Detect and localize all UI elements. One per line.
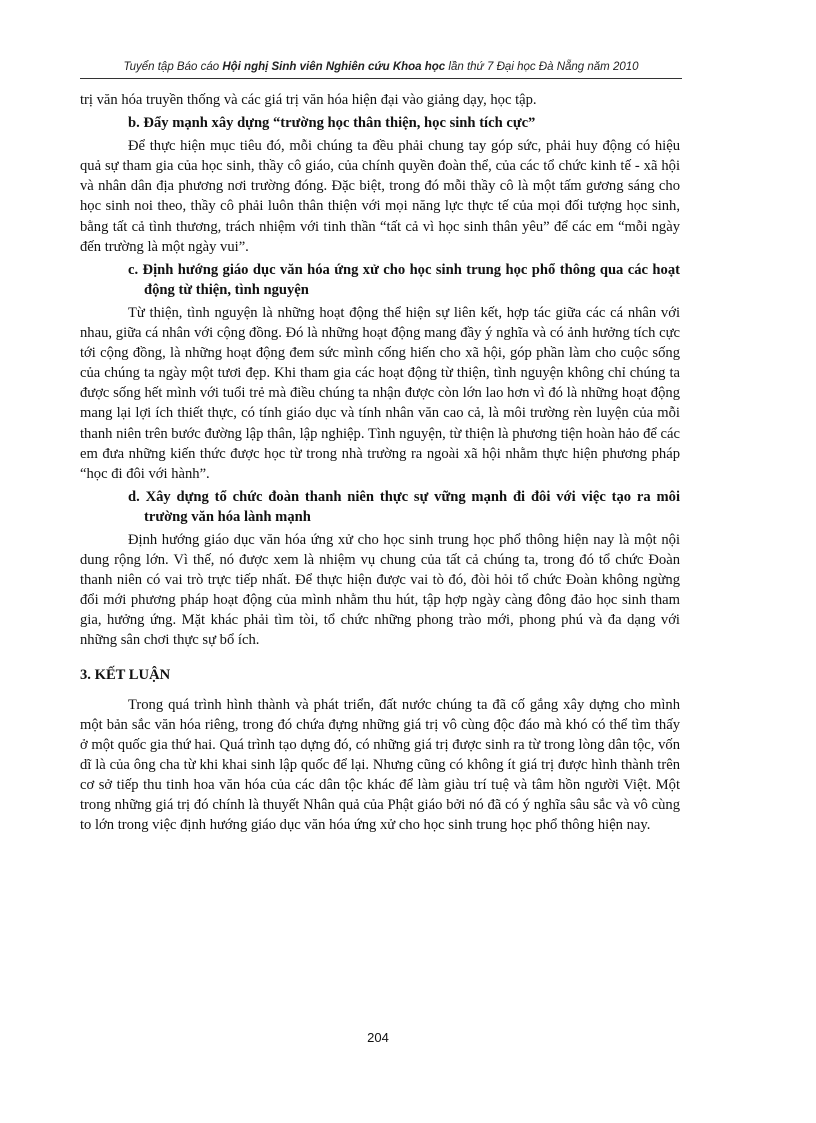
paragraph-d: Định hướng giáo dục văn hóa ứng xử cho học sinh trung học phổ thông hiện nay là một nội dung rộng lớn. Vì thế, nó được xem là nhiệm vụ chung của tất cả chúng ta, trong đó tổ chức Đoàn thanh niên có vai trò trực tiếp nhất. Để thực hiện được vai tò đó, đòi hỏi tổ chức Đoàn không ngừng đổi mới phương pháp hoạt động của mình nhằm thu hút, tập hợp ngày càng đông đảo học sinh tham gia, hưởng ứng. Mặt khác phải tìm tòi, tổ chức những phong trào mới, phong phú và đa dạng với những sân chơi thực sự bổ ích. bbox=[80, 531, 680, 649]
paragraph-b: Để thực hiện mục tiêu đó, mỗi chúng ta đều phải chung tay góp sức, phải huy động có hiệu quả sự tham gia của học sinh, thầy cô giáo, của chính quyền đoàn thể, của các tổ chức kinh tế - xã hội và nhân dân địa phương nơi trường đóng. Đặc biệt, trong đó mỗi thầy cô là một tấm gương sáng cho học sinh noi theo, thầy cô phải luôn thân thiện với mọi năng lực thực tế của mọi đối tượng học sinh, bằng tất cả tình thương, trách nhiệm với tinh thần “tất cả vì học sinh thân yêu” để các em “mỗi ngày đến trường là một ngày vui”. bbox=[80, 138, 680, 255]
header-suffix: lần thứ 7 Đại học Đà Nẵng năm 2010 bbox=[445, 61, 639, 73]
page-number: 204 bbox=[367, 1030, 389, 1045]
section-heading-conclusion: 3. KẾT LUẬN bbox=[80, 666, 171, 683]
header-conference: Hội nghị Sinh viên Nghiên cứu Khoa học bbox=[222, 61, 446, 73]
header-rule bbox=[80, 78, 682, 79]
running-header bbox=[80, 61, 682, 73]
paragraph-conclusion: Trong quá trình hình thành và phát triển, đất nước chúng ta đã cố gắng xây dựng cho mình một bản sắc văn hóa riêng, trong đó chứa đựng những giá trị vô cùng độc đáo mà khó có thể tìm thấy ở một quốc gia thứ hai. Quá trình tạo dựng đó, có những giá trị được sinh ra từ trong lòng dân tộc, vốn dĩ là của ông cha từ khi khai sinh lập quốc để lại. Nhưng cũng có không ít giá trị được hình thành trên cơ sở tiếp thu tinh hoa văn hóa của các dân tộc khác để làm giàu trí tuệ và tâm hồn người Việt. Một trong những giá trị đó chính là thuyết Nhân quả của Phật giáo bởi nó đã có ý nghĩa sâu sắc và vô cùng to lớn trong việc định hướng giáo dục văn hóa ứng xử cho học sinh trung học phổ thông hiện nay. bbox=[80, 696, 680, 834]
body-text bbox=[80, 90, 680, 835]
subheading-b: b. Đẩy mạnh xây dựng “trường học thân thiện, học sinh tích cực” bbox=[128, 115, 536, 132]
paragraph-c: Từ thiện, tình nguyện là những hoạt động thể hiện sự liên kết, hợp tác giữa các cá nhân với nhau, giữa cá nhân với cộng đồng. Đó là những hoạt động mang đầy ý nghĩa và có ảnh hưởng tích cực tới cộng đồng, là những hoạt động đem sức mình cống hiến cho xã hội, góp phần làm cho cuộc sống của chúng ta ngày một tươi đẹp. Khi tham gia các hoạt động từ thiện, tình nguyện không chỉ chúng ta được sống hết mình với tuổi trẻ mà điều chúng ta nhận được còn lớn lao hơn vì đó là những hoạt động mang lại lợi ích thiết thực, có tính giáo dục và tính nhân văn cao cả, là môi trường rèn luyện của mỗi thanh niên trên bước đường lập thân, lập nghiệp. Tình nguyện, từ thiện là phương tiện hoàn hảo để các em đưa những kiến thức được học từ trong nhà trường ra ngoài xã hội nhằm thực hiện phương pháp “học đi đôi với hành”. bbox=[80, 304, 680, 482]
subheading-d: d. Xây dựng tổ chức đoàn thanh niên thực sự vững mạnh đi đôi với việc tạo ra môi trường văn hóa lành mạnh bbox=[128, 488, 680, 525]
subheading-c: c. Định hướng giáo dục văn hóa ứng xử cho học sinh trung học phổ thông qua các hoạt động từ thiện, tình nguyện bbox=[128, 261, 680, 298]
header-prefix: Tuyển tập Báo cáo bbox=[123, 61, 223, 73]
paragraph-continuation: trị văn hóa truyền thống và các giá trị văn hóa hiện đại vào giảng dạy, học tập. bbox=[80, 92, 537, 108]
